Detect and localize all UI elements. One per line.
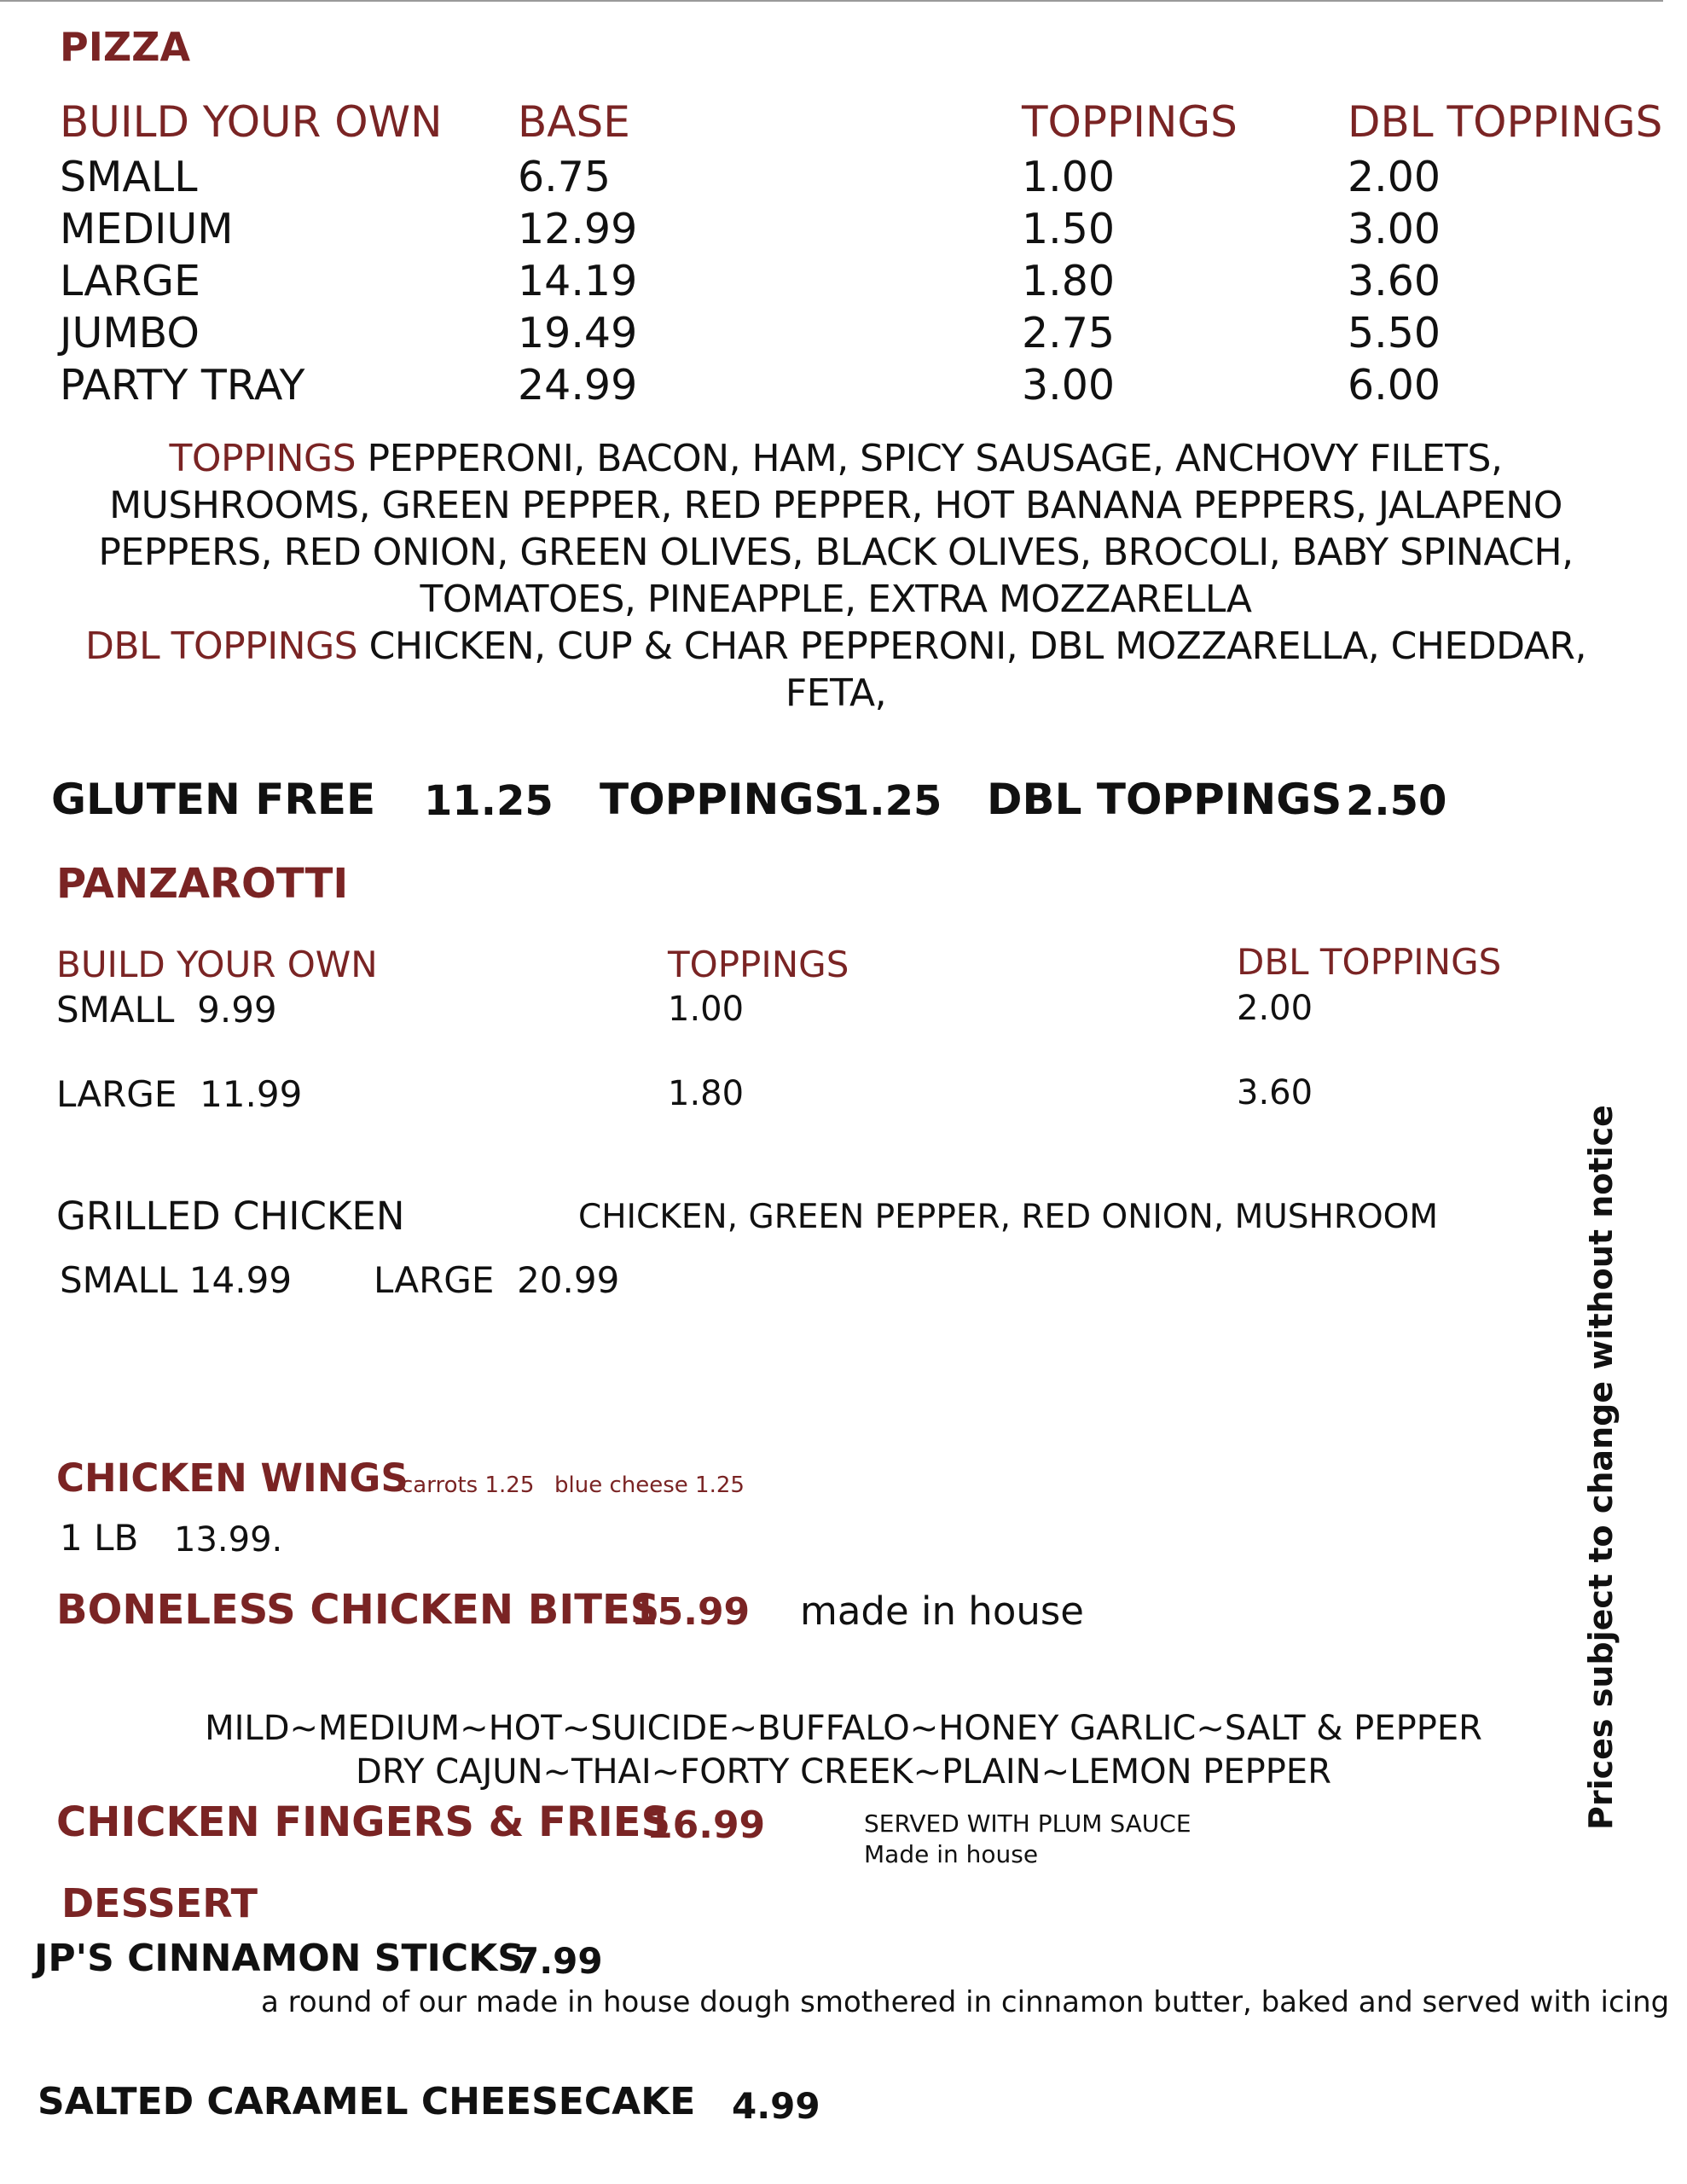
wing-flavours-line-2: DRY CAJUN~THAI~FORTY CREEK~PLAIN~LEMON PEPPER [356, 1752, 1331, 1792]
toppings-price: 1.50 [1022, 205, 1116, 253]
wing-flavours-line-1: MILD~MEDIUM~HOT~SUICIDE~BUFFALO~HONEY GARLIC~SALT & PEPPER [205, 1709, 1482, 1748]
dbl-price: 3.60 [1237, 1073, 1313, 1112]
fingers-note-1: SERVED WITH PLUM SAUCE [864, 1809, 1191, 1838]
size-label: PARTY TRAY [60, 361, 305, 410]
dessert-title: DESSERT [61, 1880, 258, 1926]
dbl-price: 5.50 [1348, 309, 1441, 357]
dbl-price: 2.00 [1348, 153, 1441, 201]
grilled-chicken-large [374, 1259, 620, 1301]
gluten-free-dbl-price: 2.50 [1346, 777, 1447, 825]
prices-notice: Prices subject to change without notice [1582, 1105, 1620, 1830]
grilled-chicken-ingredients: CHICKEN, GREEN PEPPER, RED ONION, MUSHROOM [578, 1198, 1439, 1236]
size-price: 11.99 [200, 1073, 303, 1115]
wings-blue-cheese: blue cheese 1.25 [554, 1472, 745, 1498]
dessert-name: JP'S CINNAMON STICKS [34, 1937, 525, 1980]
toppings-price: 1.80 [1022, 257, 1116, 305]
pizza-title: PIZZA [60, 24, 191, 70]
small-label: SMALL [60, 1259, 178, 1301]
size-name: LARGE [56, 1073, 177, 1115]
toppings-price: 3.00 [1022, 361, 1116, 410]
dbl-price: 3.60 [1348, 257, 1441, 305]
base-price: 12.99 [518, 205, 638, 253]
fingers-title: CHICKEN FINGERS & FRIES [56, 1798, 671, 1846]
size-price: 9.99 [197, 989, 277, 1031]
top-rule [0, 0, 1663, 2]
base-price: 24.99 [518, 361, 638, 410]
gluten-free-dbl-label: DBL TOPPINGS [987, 775, 1342, 824]
gluten-free-price: 11.25 [424, 777, 554, 825]
large-label: LARGE [374, 1259, 495, 1301]
grilled-chicken-name: GRILLED CHICKEN [56, 1194, 405, 1239]
dessert-price: 4.99 [732, 2085, 820, 2127]
panzarotti-title: PANZAROTTI [56, 860, 349, 908]
panzarotti-header-dbl: DBL TOPPINGS [1237, 941, 1502, 983]
base-price: 14.19 [518, 257, 638, 305]
fingers-note-2: Made in house [864, 1840, 1039, 1868]
pizza-dbl-toppings-list [51, 623, 1620, 717]
pizza-header-toppings: TOPPINGS [1022, 97, 1238, 147]
panzarotti-header-build: BUILD YOUR OWN [56, 944, 378, 985]
panzarotti-header-toppings: TOPPINGS [668, 944, 849, 985]
toppings-items: PEPPERONI, BACON, HAM, SPICY SAUSAGE, ANCHOVY FILETS, MUSHROOMS, GREEN PEPPER, RED PEPPER, HOT BANANA PEPPERS, JALAPENO PEPPERS, RED ONION, GREEN OLIVES, BLACK OLIVES, BROCOLI, BABY SPINACH, TOMATOES, PINEAPPLE, EXTRA MOZZARELLA [98, 437, 1574, 621]
size-label: LARGE [60, 257, 200, 305]
dessert-price: 7.99 [514, 1940, 603, 1982]
toppings-price: 1.80 [668, 1074, 745, 1113]
boneless-title: BONELESS CHICKEN BITES [56, 1586, 660, 1634]
size-label [56, 989, 277, 1031]
toppings-price: 1.00 [1022, 153, 1116, 201]
pizza-header-base: BASE [518, 97, 630, 147]
size-label [56, 1073, 303, 1115]
pizza-header-dbl: DBL TOPPINGS [1348, 97, 1663, 147]
base-price: 19.49 [518, 309, 638, 357]
size-name: SMALL [56, 989, 175, 1031]
wings-amount: 1 LB [60, 1517, 139, 1559]
grilled-chicken-small [60, 1259, 293, 1301]
large-price: 20.99 [517, 1259, 620, 1301]
boneless-note: made in house [800, 1589, 1084, 1634]
pizza-toppings-list [51, 435, 1620, 623]
small-price: 14.99 [188, 1259, 293, 1301]
size-label: SMALL [60, 153, 198, 201]
wings-carrots: carrots 1.25 [401, 1472, 535, 1498]
toppings-price: 2.75 [1022, 309, 1116, 357]
pizza-header-build: BUILD YOUR OWN [60, 97, 443, 147]
dbl-toppings-label: DBL TOPPINGS [85, 624, 358, 668]
toppings-label: TOPPINGS [169, 437, 357, 480]
wings-title: CHICKEN WINGS [56, 1455, 409, 1501]
dessert-name: SALTED CARAMEL CHEESECAKE [38, 2080, 696, 2123]
gluten-free-toppings-price: 1.25 [841, 777, 942, 825]
gluten-free-label: GLUTEN FREE [51, 775, 376, 824]
size-label: JUMBO [60, 309, 200, 357]
size-label: MEDIUM [60, 205, 234, 253]
fingers-price: 16.99 [646, 1804, 766, 1847]
dessert-description: a round of our made in house dough smothered in cinnamon butter, baked and served with icing [261, 1985, 1670, 2019]
gluten-free-toppings-label: TOPPINGS [600, 775, 845, 824]
dbl-price: 2.00 [1237, 989, 1313, 1028]
toppings-price: 1.00 [668, 990, 745, 1029]
base-price: 6.75 [518, 153, 612, 201]
boneless-price: 15.99 [631, 1590, 751, 1634]
wings-price: 13.99. [174, 1520, 283, 1560]
dbl-price: 3.00 [1348, 205, 1441, 253]
dbl-toppings-items: CHICKEN, CUP & CHAR PEPPERONI, DBL MOZZARELLA, CHEDDAR, FETA, [368, 624, 1586, 715]
dbl-price: 6.00 [1348, 361, 1441, 410]
